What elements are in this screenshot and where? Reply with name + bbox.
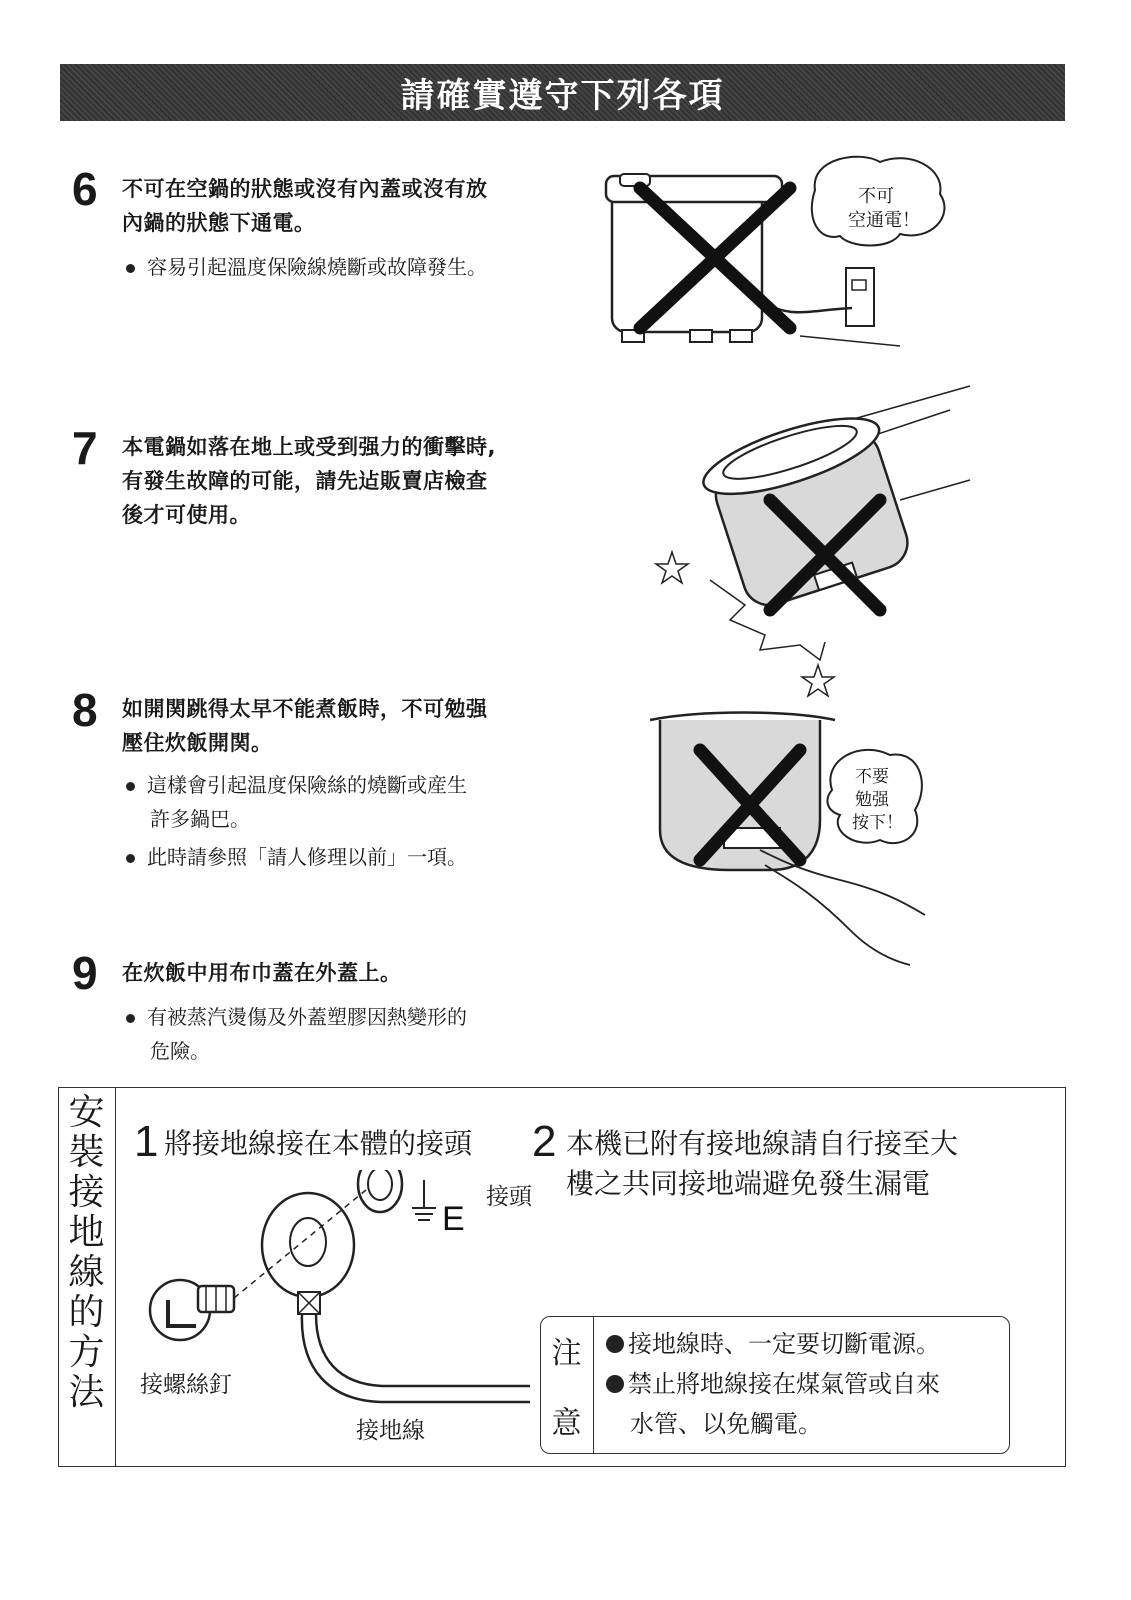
item-8-heading-line1: 如開関跳得太早不能煮飯時，不可勉强 (122, 697, 488, 721)
item-6-heading-line1: 不可在空鍋的狀態或沒有內蓋或沒有放 (122, 177, 488, 201)
side-char: 線 (68, 1252, 105, 1293)
bullet-dot (126, 264, 135, 273)
screw-icon (150, 1280, 234, 1340)
item-8-heading (122, 692, 488, 760)
install-step-2-line1: 本機已附有接地線請自行接至大 (566, 1127, 959, 1160)
bullet-dot (126, 1014, 135, 1023)
banner-title: 請確實遵守下列各項 (400, 76, 725, 116)
bubble-8-line1: 不要 (855, 767, 889, 787)
bubble-8-line3: 按下！ (852, 813, 903, 833)
item-8-number: 8 (72, 684, 98, 736)
item-8-bullet-2 (126, 840, 467, 874)
caution-line-1-text: 接地線時、一定要切斷電源。 (628, 1330, 940, 1358)
item-9-number: 9 (72, 947, 98, 999)
screw-label: 接螺絲釘 (140, 1372, 232, 1398)
item-6-heading-line2: 內鍋的狀態下通電。 (122, 211, 316, 235)
bullet-dot (606, 1335, 624, 1353)
item-8-bullet-1 (126, 768, 467, 836)
side-char: 接 (68, 1172, 105, 1213)
item-6-bullet-text: 容易引起溫度保險線燒斷或故障發生。 (147, 255, 487, 279)
install-step-2-line2: 樓之共同接地端避免發生漏電 (566, 1167, 931, 1200)
item-7-heading-line3: 後才可使用。 (122, 503, 251, 527)
item-9-bullet-line1: 有被蒸汽燙傷及外蓋塑膠因熱變形的 (147, 1005, 467, 1029)
item-6-heading (122, 172, 488, 240)
side-char: 地 (68, 1212, 105, 1253)
side-char: 安 (68, 1092, 105, 1133)
install-step-2-number: 2 (532, 1117, 557, 1166)
side-char: 裝 (68, 1132, 105, 1173)
install-side-title (58, 1087, 116, 1467)
wire-label: 接地線 (356, 1418, 425, 1444)
caution-line-3: 水管、以免觸電。 (630, 1410, 822, 1438)
side-char: 的 (68, 1292, 105, 1333)
item-8-bullet-1-line2: 許多鍋巴。 (150, 807, 250, 831)
item-8-bullet-2-text: 此時請參照「請人修理以前」一項。 (147, 845, 467, 869)
empty-cooker-illustration (600, 150, 980, 360)
caution-title-char: 注 (551, 1336, 582, 1371)
connector-label: 接頭 (486, 1184, 532, 1210)
item-7-heading (122, 430, 496, 532)
caution-line-1 (606, 1324, 940, 1364)
ground-symbol-icon (412, 1180, 436, 1220)
bubble-6-line1: 不可 (858, 186, 894, 207)
caution-line-2 (606, 1364, 940, 1404)
item-6-number: 6 (72, 163, 98, 215)
caution-title (540, 1316, 594, 1454)
item-9-heading-line1: 在炊飯中用布巾蓋在外蓋上。 (122, 961, 402, 985)
install-step-1-number: 1 (134, 1117, 159, 1166)
ground-e-label: E (442, 1200, 465, 1238)
item-8-heading-line2: 壓住炊飯開関。 (122, 731, 273, 755)
item-6-bullet (126, 250, 487, 284)
caution-line-2-text: 禁止將地線接在煤氣管或自來 (628, 1370, 940, 1398)
bullet-dot (126, 854, 135, 863)
bubble-6-line2: 空通電！ (848, 210, 920, 231)
caution-text (606, 1324, 940, 1444)
bullet-dot (126, 782, 135, 791)
grounding-diagram (130, 1170, 530, 1450)
install-step-2-text (566, 1124, 958, 1204)
item-9-heading (122, 956, 402, 990)
side-char: 方 (68, 1332, 105, 1373)
item-7-heading-line2: 有發生故障的可能，請先迠販賣店檢查 (122, 469, 488, 493)
item-8-bullet-1-line1: 這樣會引起温度保險絲的燒斷或産生 (147, 773, 467, 797)
bullet-dot (606, 1375, 624, 1393)
bubble-8-line2: 勉强 (855, 790, 889, 810)
item-9-bullet-line2: 危險。 (150, 1039, 210, 1063)
install-step-1-text: 將接地線接在本體的接頭 (164, 1127, 473, 1160)
falling-cooker-illustration (650, 380, 990, 710)
item-7-heading-line1: 本電鍋如落在地上或受到强力的衝擊時, (122, 435, 496, 459)
caution-title-char: 意 (551, 1406, 582, 1441)
side-char: 法 (68, 1372, 105, 1413)
item-7-number: 7 (72, 422, 98, 474)
forced-switch-illustration (640, 710, 940, 970)
ring-terminal-icon (262, 1193, 530, 1402)
item-9-bullet (126, 1000, 467, 1068)
section-banner (60, 64, 1065, 121)
